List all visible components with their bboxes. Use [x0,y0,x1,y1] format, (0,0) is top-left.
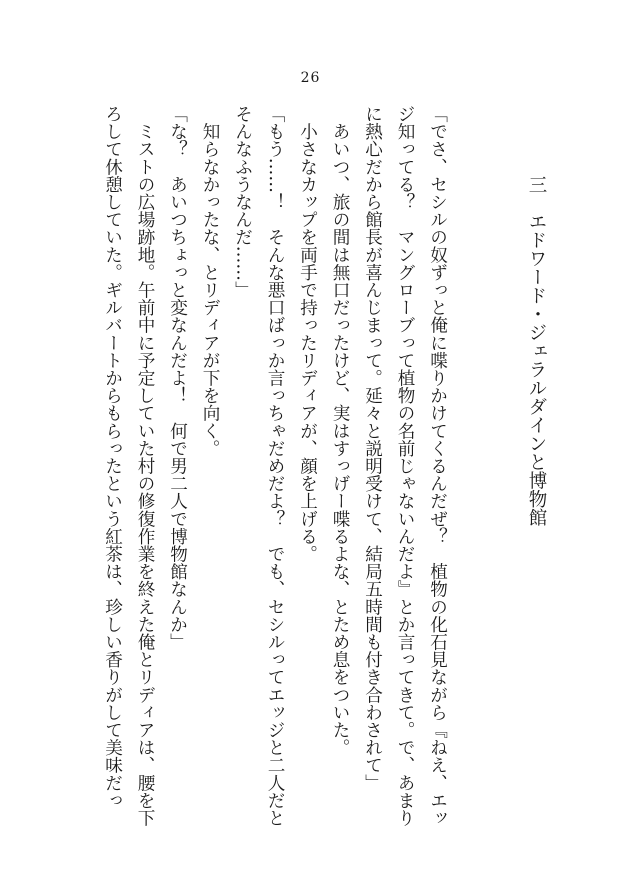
text-line: 知らなかったな、とリディアが下を向く。 [200,105,220,457]
text-line: ジ知ってる？ マングローブって植物の名前じゃないんだよ』とか言ってきて。で、あまり [395,105,415,827]
chapter-title: 三 エドワード・ジェラルダインと博物館 [526,175,547,527]
text-line: に熱心だから館長が喜んじまって。延々と説明受けて、結局五時間も付き合わされて」 [362,105,383,792]
text-line: 「な？ あいつちょっと変なんだよ！ 何で男二人で博物館なんか」 [167,105,188,651]
text-line: ミストの広場跡地。午前中に予定していた村の修復作業を終えた俺とリディアは、腰を下 [135,105,155,827]
text-line: 「もう……！ そんな悪口ばっか言っちゃだめだよ？ でも、セシルってエッジと二人だと [265,105,285,827]
page-number: 26 [300,70,321,86]
text-line: ろして休憩していた。ギルバートからもらったという紅茶は、珍しい香りがして美味だっ [102,105,123,809]
text-line: 「でさ、セシルの奴ずっと俺に喋りかけてくるんだぜ？ 植物の化石見ながら『ねえ、エッ [427,105,448,827]
text-line: 小さなカップを両手で持ったリディアが、顔を上げる。 [297,105,318,563]
vertical-text-body [100,105,552,827]
text-line: あいつ、旅の間は無口だったけど、実はすっげー喋るよな、とため息をついた。 [330,105,350,757]
text-line: そんなふうなんだ……」 [232,105,253,299]
